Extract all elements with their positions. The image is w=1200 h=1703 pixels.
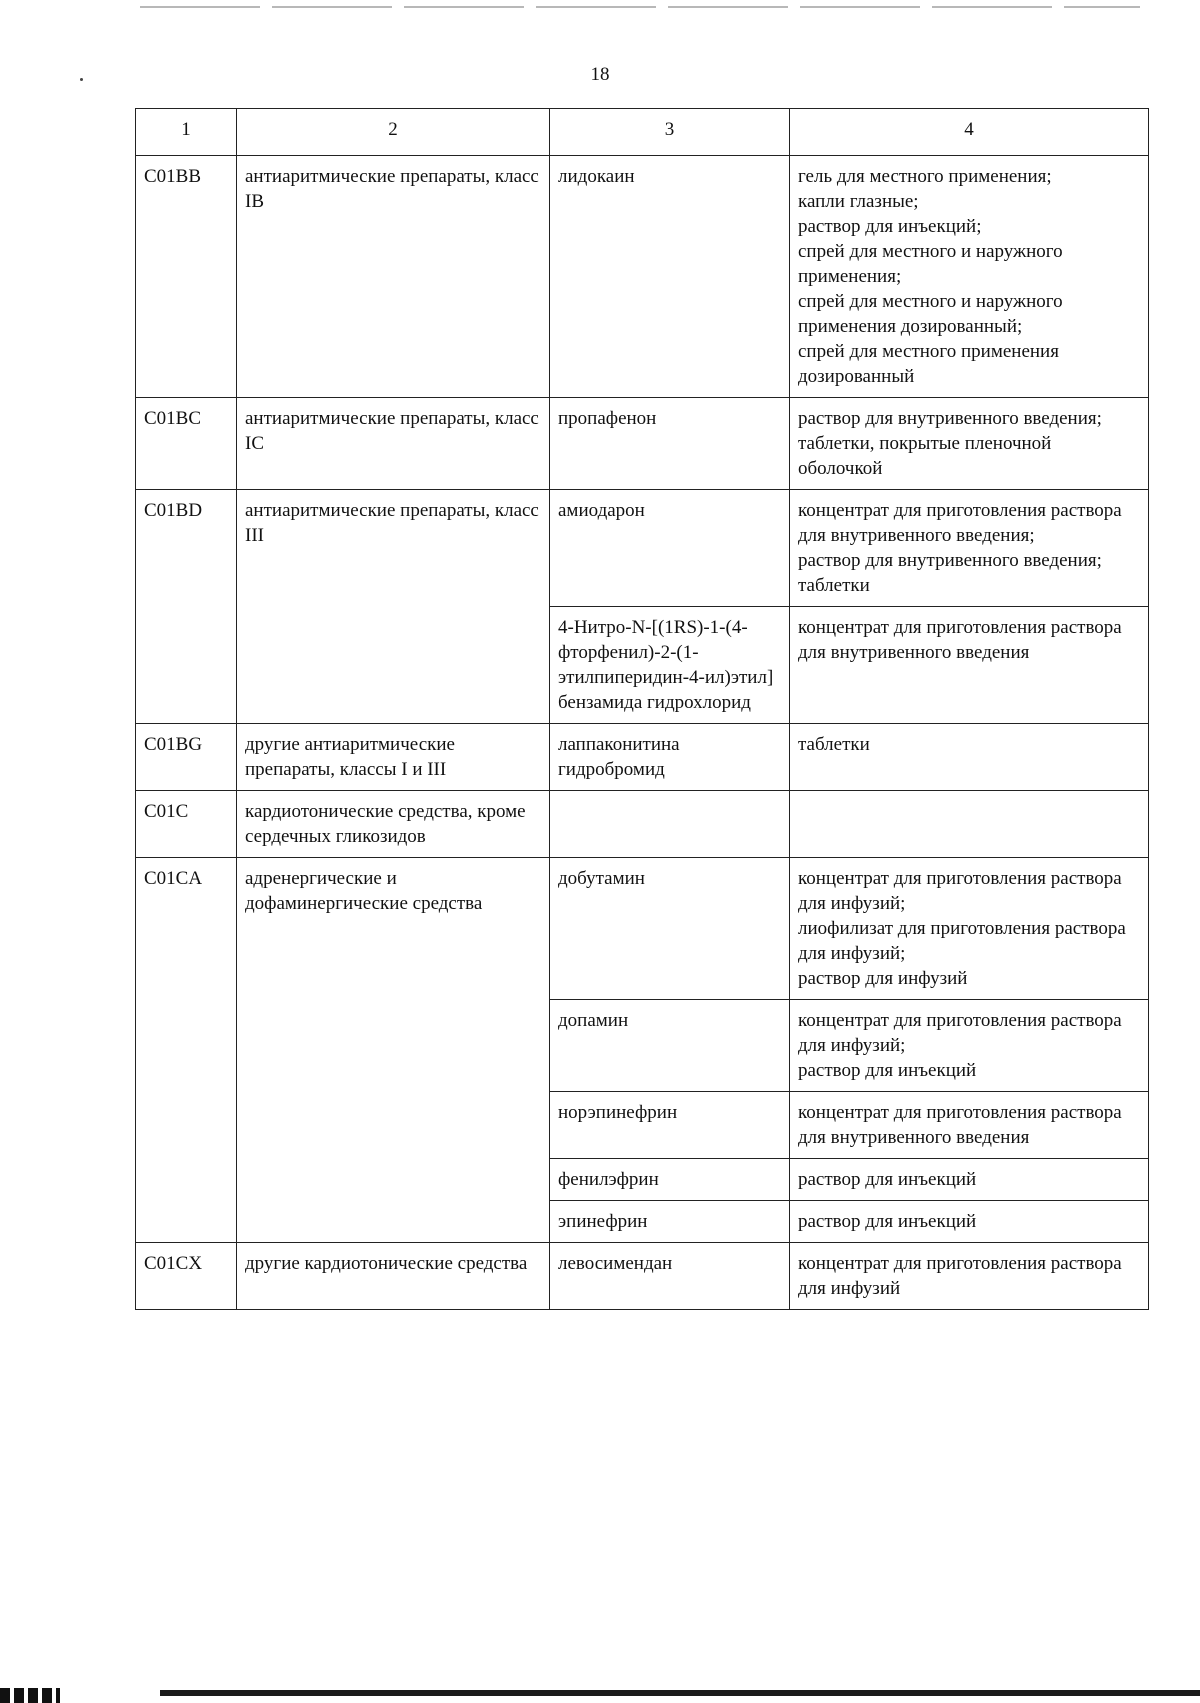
drug-name-cell [550, 791, 790, 858]
table-row [136, 858, 1149, 1000]
table-row [136, 1243, 1149, 1310]
table-row [136, 791, 1149, 858]
atc-code-cell: C01BC [136, 398, 237, 490]
column-header-1: 1 [136, 109, 237, 156]
dosage-forms-cell: концентрат для приготовления раствора для инфузий [790, 1243, 1149, 1310]
atc-code-cell: C01BG [136, 724, 237, 791]
dosage-forms-cell [790, 490, 1149, 607]
dosage-form-line: концентрат для приготовления раствора для инфузий; [798, 868, 1122, 914]
dosage-form-line: раствор для внутривенного введения; [798, 550, 1102, 571]
atc-code-cell: C01BD [136, 490, 237, 724]
table-body [136, 156, 1149, 1310]
drug-name-cell: фенилэфрин [550, 1159, 790, 1201]
scan-artifact-top-line [140, 6, 1140, 8]
dosage-forms-cell [790, 1000, 1149, 1092]
atc-drug-table [135, 108, 1149, 1310]
scan-artifact-corner-mark [0, 1688, 60, 1703]
dosage-form-line: раствор для инфузий [798, 968, 968, 989]
dosage-form-line: лиофилизат для приготовления раствора для инфузий; [798, 918, 1126, 964]
table-row [136, 490, 1149, 607]
atc-group-cell: другие кардиотонические средства [237, 1243, 550, 1310]
atc-group-cell: антиаритмические препараты, класс IC [237, 398, 550, 490]
drug-name-cell: норэпинефрин [550, 1092, 790, 1159]
table-row [136, 398, 1149, 490]
dosage-forms-cell [790, 791, 1149, 858]
dosage-forms-cell: концентрат для приготовления раствора для внутривенного введения [790, 1092, 1149, 1159]
dosage-forms-cell: концентрат для приготовления раствора для внутривенного введения [790, 607, 1149, 724]
atc-code-cell: C01C [136, 791, 237, 858]
atc-group-cell: кардиотонические средства, кроме сердечных гликозидов [237, 791, 550, 858]
drug-name-cell: лаппаконитина гидробромид [550, 724, 790, 791]
dosage-form-line: спрей для местного применения дозированный [798, 341, 1059, 387]
dosage-form-line: концентрат для приготовления раствора для внутривенного введения; [798, 500, 1122, 546]
dosage-form-line: спрей для местного и наружного применения дозированный; [798, 291, 1063, 337]
drug-name-cell: левосимендан [550, 1243, 790, 1310]
page-number: 18 [590, 64, 610, 85]
drug-name-cell: лидокаин [550, 156, 790, 398]
scan-artifact-bottom-band [160, 1690, 1200, 1696]
drug-name-cell: допамин [550, 1000, 790, 1092]
dosage-form-line: спрей для местного и наружного применения; [798, 241, 1063, 287]
dosage-form-line: раствор для инъекций; [798, 216, 982, 237]
atc-group-cell: антиаритмические препараты, класс III [237, 490, 550, 724]
dosage-forms-cell [790, 156, 1149, 398]
atc-group-cell: антиаритмические препараты, класс IB [237, 156, 550, 398]
drug-name-cell: 4-Нитро-N-[(1RS)-1-(4-фторфенил)-2-(1-этилпиперидин-4-ил)этил] бензамида гидрохлорид [550, 607, 790, 724]
atc-group-cell: адренергические и дофаминергические средства [237, 858, 550, 1243]
table-row [136, 156, 1149, 398]
dosage-form-line: таблетки, покрытые пленочной оболочкой [798, 433, 1052, 479]
dosage-form-line: гель для местного применения; [798, 166, 1052, 187]
drug-name-cell: добутамин [550, 858, 790, 1000]
dosage-form-line: концентрат для приготовления раствора для инфузий; [798, 1010, 1122, 1056]
dosage-forms-cell: раствор для инъекций [790, 1159, 1149, 1201]
dosage-forms-cell [790, 398, 1149, 490]
dosage-form-line: капли глазные; [798, 191, 919, 212]
table-header-row [136, 109, 1149, 156]
column-header-4: 4 [790, 109, 1149, 156]
atc-code-cell: C01CX [136, 1243, 237, 1310]
atc-group-cell: другие антиаритмические препараты, классы I и III [237, 724, 550, 791]
dosage-form-line: раствор для инъекций [798, 1060, 977, 1081]
column-header-2: 2 [237, 109, 550, 156]
atc-code-cell: C01CA [136, 858, 237, 1243]
drug-name-cell: амиодарон [550, 490, 790, 607]
column-header-3: 3 [550, 109, 790, 156]
dosage-forms-cell: раствор для инъекций [790, 1201, 1149, 1243]
dosage-forms-cell: таблетки [790, 724, 1149, 791]
table-row [136, 724, 1149, 791]
drug-name-cell: пропафенон [550, 398, 790, 490]
dosage-forms-cell [790, 858, 1149, 1000]
drug-name-cell: эпинефрин [550, 1201, 790, 1243]
dosage-form-line: таблетки [798, 575, 870, 596]
atc-code-cell: C01BB [136, 156, 237, 398]
dosage-form-line: раствор для внутривенного введения; [798, 408, 1102, 429]
